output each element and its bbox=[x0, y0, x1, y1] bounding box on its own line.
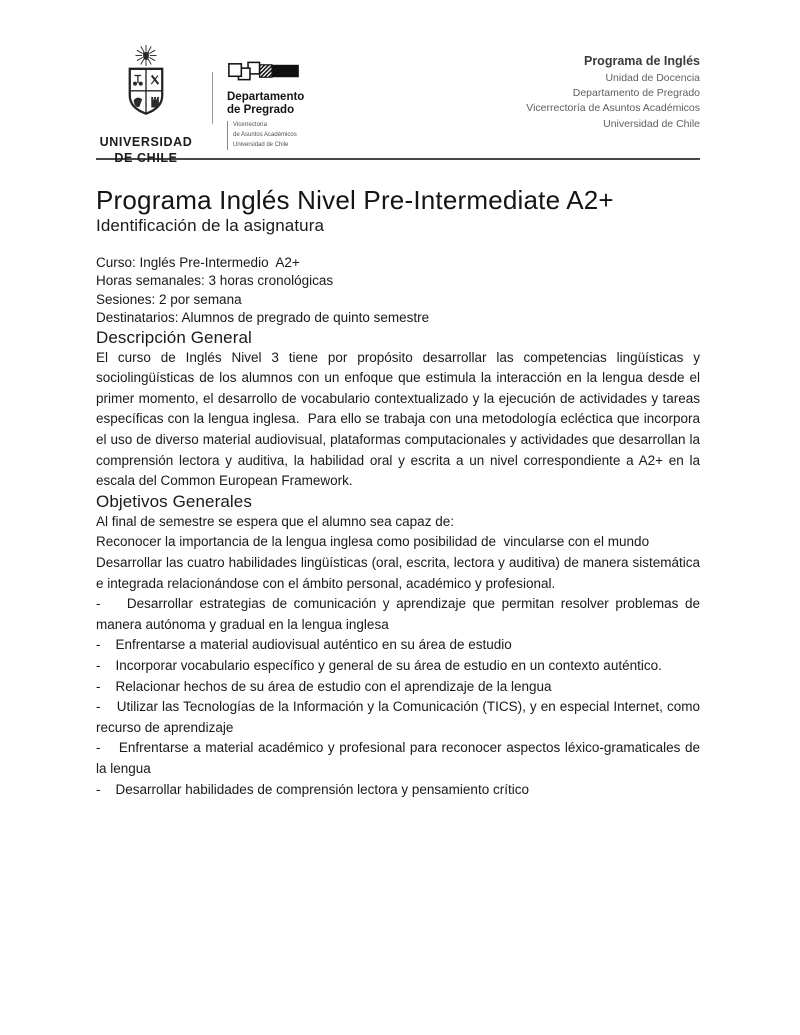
page-header bbox=[96, 0, 700, 165]
course-info-block bbox=[96, 254, 700, 328]
objetivo-bullet: - Desarrollar estrategias de comunicación y aprendizaje que permitan resolver problemas de manera autónoma y gradual en la lengua inglesa bbox=[96, 596, 704, 632]
header-vertical-divider bbox=[212, 72, 213, 124]
pregrado-squares-icon bbox=[227, 60, 317, 83]
program-info-line: Universidad de Chile bbox=[603, 117, 700, 130]
program-info-block bbox=[526, 54, 700, 132]
descripcion-paragraph: El curso de Inglés Nivel 3 tiene por propósito desarrollar las competencias lingüísticas y sociolingüísticas de los alumnos con un enfoque que estimula la interacción en la lengua desde el primer momento, el desarrollo de vocabulario contextualizado y la ejecución de actividades y tareas específicas con la lengua inglesa. Para ello se trabaja con una metodología ecléctica que incorpora el uso de diverso material audiovisual, plataformas computacionales y actividades que desarrollan la comprensión lectora y auditiva, la habilidad oral y escrita a un nivel correspondiente a A2+ en la escala del Common European Framework. bbox=[96, 349, 704, 489]
departamento-pregrado-logo bbox=[227, 60, 317, 150]
pregrado-subtext bbox=[227, 121, 317, 150]
objetivo-bullet: - Relacionar hechos de su área de estudio con el aprendizaje de la lengua bbox=[96, 678, 552, 694]
objetivo-bullet: - Utilizar las Tecnologías de la Información y la Comunicación (TICS), y en especial Internet, como recurso de aprendizaje bbox=[96, 699, 704, 735]
page-title: Programa Inglés Nivel Pre-Intermediate A2+ bbox=[96, 185, 614, 215]
program-info-line: Vicerrectoría de Asuntos Académicos bbox=[526, 102, 700, 115]
university-name-line2: DE CHILE bbox=[114, 150, 178, 165]
pregrado-subtext-line3: Universidad de Chile bbox=[233, 141, 289, 148]
objetivos-intro: Al final de semestre se espera que el alumno sea capaz de: bbox=[96, 513, 454, 529]
program-info-title: Programa de Inglés bbox=[583, 54, 700, 68]
objetivo-bullet: - Enfrentarse a material audiovisual auténtico en su área de estudio bbox=[96, 637, 512, 653]
course-info-sesiones: Sesiones: 2 por semana bbox=[96, 291, 242, 307]
universidad-de-chile-logo bbox=[96, 44, 196, 166]
objetivo-bullet: - Enfrentarse a material académico y profesional para reconocer aspectos léxico-gramaticales de la lengua bbox=[96, 740, 704, 776]
course-info-horas: Horas semanales: 3 horas cronológicas bbox=[96, 273, 334, 289]
program-info-line: Unidad de Docencia bbox=[605, 72, 700, 84]
pregrado-subtext-line1: Vicerrectoría bbox=[233, 122, 267, 129]
objetivo-bullet: - Incorporar vocabulario específico y general de su área de estudio en un contexto auténtico. bbox=[96, 657, 662, 673]
document-body bbox=[96, 185, 704, 800]
university-crest-icon bbox=[115, 44, 177, 128]
objetivo-habilidades: Desarrollar las cuatro habilidades lingüísticas (oral, escrita, lectora y auditiva) de manera sistemática e integrada relacionándose con el ámbito personal, académico y profesional. bbox=[96, 554, 704, 591]
section-heading-descripcion: Descripción General bbox=[96, 327, 252, 347]
pregrado-title-line2: de Pregrado bbox=[227, 104, 295, 117]
pregrado-title-line1: Departamento bbox=[227, 91, 305, 103]
course-info-curso: Curso: Inglés Pre-Intermedio A2+ bbox=[96, 255, 300, 270]
course-info-destinatarios: Destinatarios: Alumnos de pregrado de quinto semestre bbox=[96, 310, 430, 326]
objetivo-bullet: - Desarrollar habilidades de comprensión lectora y pensamiento crítico bbox=[96, 781, 529, 797]
university-name-line1: UNIVERSIDAD bbox=[99, 135, 193, 149]
program-info-line: Departamento de Pregrado bbox=[572, 87, 700, 100]
objetivo-mundo: Reconocer la importancia de la lengua inglesa como posibilidad de vincularse con el mundo bbox=[96, 534, 650, 550]
pregrado-title bbox=[227, 91, 317, 117]
university-name bbox=[96, 135, 196, 166]
pregrado-subtext-line2: de Asuntos Académicos bbox=[233, 132, 297, 139]
section-heading-objetivos: Objetivos Generales bbox=[96, 491, 252, 511]
section-heading-identificacion: Identificación de la asignatura bbox=[96, 216, 325, 235]
